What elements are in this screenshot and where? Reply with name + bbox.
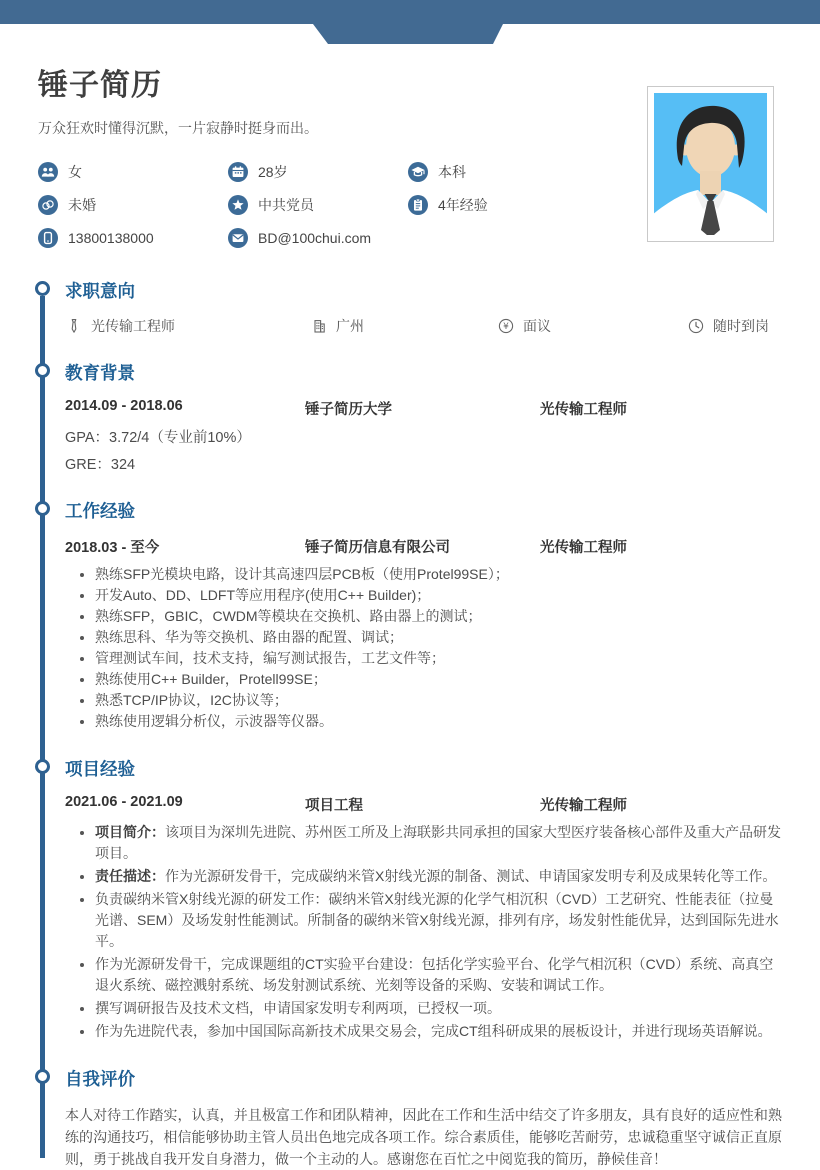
profile-value: BD@100chui.com xyxy=(258,230,372,246)
section-job-intention xyxy=(38,278,782,336)
profile-value: 4年经验 xyxy=(438,197,488,213)
section-education xyxy=(38,360,782,474)
profile-item-age xyxy=(228,162,408,182)
bullet-text: 该项目为深圳先进院、苏州医工所及上海联影共同承担的国家大型医疗装备核心部件及重大产品研发项目。 xyxy=(95,824,781,861)
education-school: 锤子简历大学 xyxy=(305,402,392,418)
section-heading: 项目经验 xyxy=(65,759,135,779)
bullet-text: 作为光源研发骨干，完成课题组的CT实验平台建设：包括化学实验平台、化学气相沉积（CVD）系统、高真空退火系统、磁控溅射系统、场发射测试系统、光刻等设备的采购、安装和调试工作。 xyxy=(95,956,774,993)
intent-availability xyxy=(687,316,782,336)
profile-item-experience xyxy=(408,195,648,215)
bullet-text: 作为光源研发骨干，完成碳纳米管X射线光源的制备、测试、申请国家发明专利及成果转化等工作。 xyxy=(165,868,777,884)
section-heading: 工作经验 xyxy=(65,501,135,521)
profile-info-grid xyxy=(38,162,648,248)
education-major: 光传输工程师 xyxy=(540,402,627,418)
profile-item-marital xyxy=(38,195,228,215)
section-heading: 求职意向 xyxy=(65,281,135,301)
project-period: 2021.06 - 2021.09 xyxy=(65,794,183,810)
section-heading: 自我评价 xyxy=(65,1069,135,1089)
profile-item-political xyxy=(228,195,408,215)
profile-value: 未婚 xyxy=(68,197,96,213)
resume-body xyxy=(38,278,782,1170)
section-work-experience xyxy=(38,498,782,732)
project-bullet xyxy=(95,889,782,952)
work-bullet: • 熟悉TCP/IP协议，I2C协议等； xyxy=(95,690,782,711)
clock-icon xyxy=(687,317,705,335)
section-self-evaluation xyxy=(38,1066,782,1170)
party-icon xyxy=(228,195,248,215)
experience-icon xyxy=(408,195,428,215)
degree-icon xyxy=(408,162,428,182)
project-bullet xyxy=(95,998,782,1019)
profile-photo xyxy=(647,86,774,242)
work-bullet: • 熟练SFP，GBIC，CWDM等模块在交换机、路由器上的测试； xyxy=(95,606,782,627)
intent-salary xyxy=(497,316,687,336)
bullet-label: 项目简介： xyxy=(95,824,165,840)
intent-value: 随时到岗 xyxy=(713,318,769,334)
profile-value: 本科 xyxy=(438,164,466,180)
work-bullet-list xyxy=(65,564,782,732)
project-bullet xyxy=(95,1021,782,1042)
intent-value: 面议 xyxy=(523,318,551,334)
work-position: 光传输工程师 xyxy=(540,540,627,556)
salary-icon xyxy=(497,317,515,335)
age-icon xyxy=(228,162,248,182)
email-icon xyxy=(228,228,248,248)
svg-text:¥: ¥ xyxy=(503,322,509,333)
profile-item-degree xyxy=(408,162,648,182)
profile-item-phone xyxy=(38,228,228,248)
section-heading: 教育背景 xyxy=(65,363,135,383)
education-period: 2014.09 - 2018.06 xyxy=(65,398,183,414)
work-bullet: • 熟练思科、华为等交换机、路由器的配置、调试； xyxy=(95,627,782,648)
profile-value: 28岁 xyxy=(258,164,288,180)
work-bullet: • 熟练使用C++ Builder，Protell99SE； xyxy=(95,669,782,690)
work-company: 锤子简历信息有限公司 xyxy=(305,540,450,556)
project-bullet xyxy=(95,822,782,864)
gender-icon xyxy=(38,162,58,182)
bullet-label: 责任描述： xyxy=(95,868,165,884)
phone-icon xyxy=(38,228,58,248)
profile-item-email xyxy=(228,228,408,248)
project-bullet xyxy=(95,866,782,887)
project-meta-row xyxy=(65,794,782,815)
education-gpa: GPA：3.72/4（专业前10%） xyxy=(65,430,251,446)
marital-icon xyxy=(38,195,58,215)
profile-value: 中共党员 xyxy=(258,197,314,213)
project-bullet-list xyxy=(65,822,782,1042)
project-bullet xyxy=(95,954,782,996)
bullet-text: 作为先进院代表，参加中国国际高新技术成果交易会，完成CT组科研成果的展板设计，并进行现场英语解说。 xyxy=(95,1023,772,1039)
tie-icon xyxy=(65,317,83,335)
education-gre: GRE：324 xyxy=(65,457,136,473)
profile-value: 女 xyxy=(68,164,82,180)
bullet-text: 撰写调研报告及技术文档，申请国家发明专利两项，已授权一项。 xyxy=(95,1000,501,1016)
bullet-text: 负责碳纳米管X射线光源的研发工作：碳纳米管X射线光源的化学气相沉积（CVD）工艺研究、性能表征（拉曼光谱、SEM）及场发射性能测试。所制备的碳纳米管X射线光源，排列有序，场发射性能优异，达到国际先进水平。 xyxy=(95,891,779,949)
work-bullet: • 开发Auto、DD、LDFT等应用程序(使用C++ Builder)； xyxy=(95,585,782,606)
page-title: 锤子简历 xyxy=(38,69,162,102)
work-period: 2018.03 - 至今 xyxy=(65,540,160,556)
intent-city xyxy=(310,316,497,336)
avatar-illustration xyxy=(654,93,767,235)
job-intention-row xyxy=(65,316,782,336)
section-project-experience xyxy=(38,756,782,1042)
intent-value: 广州 xyxy=(336,318,364,334)
project-role: 光传输工程师 xyxy=(540,798,627,814)
work-bullet: • 熟练使用逻辑分析仪，示波器等仪器。 xyxy=(95,711,782,732)
project-name: 项目工程 xyxy=(305,798,363,814)
work-bullet: • 管理测试车间，技术支持，编写测试报告，工艺文件等； xyxy=(95,648,782,669)
work-meta-row xyxy=(65,536,782,557)
intent-value: 光传输工程师 xyxy=(91,318,175,334)
self-evaluation-text: 本人对待工作踏实，认真，并且极富工作和团队精神，因此在工作和生活中结交了许多朋友，具有良好的适应性和熟练的沟通技巧，相信能够协助主管人员出色地完成各项工作。综合素质佳，能够吃苦耐劳，忠诚稳重坚守诚信正直原则，勇于挑战自我开发自身潜力，做一个主动的人。感谢您在百忙之中阅览我的简历，静候佳音！ xyxy=(65,1107,782,1167)
intent-position xyxy=(65,316,310,336)
education-details xyxy=(65,426,782,474)
education-meta-row xyxy=(65,398,782,419)
motto-text: 万众狂欢时懂得沉默，一片寂静时挺身而出。 xyxy=(38,120,318,136)
building-icon xyxy=(310,317,328,335)
work-bullet: • 熟练SFP光模块电路，设计其高速四层PCB板（使用Protel99SE）； xyxy=(95,564,782,585)
profile-value: 13800138000 xyxy=(68,230,154,246)
profile-item-gender xyxy=(38,162,228,182)
